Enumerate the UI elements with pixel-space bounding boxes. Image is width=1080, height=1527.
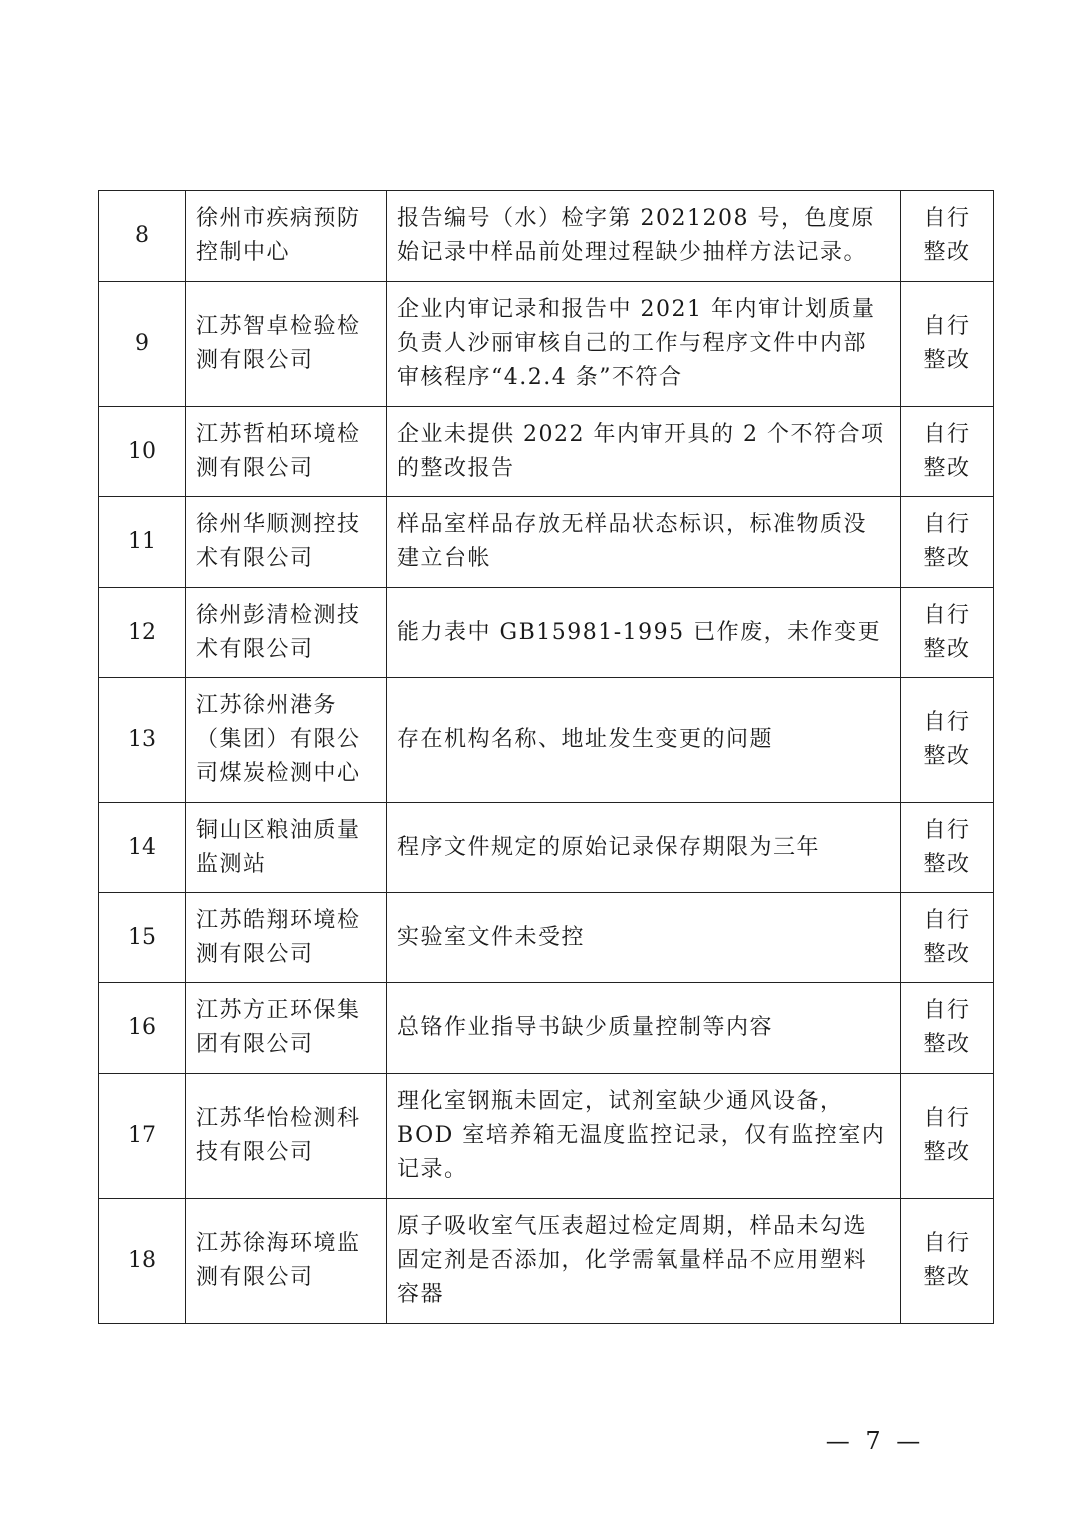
row-number: 15 xyxy=(99,893,186,983)
result-line-1: 自行 xyxy=(923,710,971,735)
handling-result xyxy=(901,678,994,803)
organization-name: 江苏徐州港务（集团）有限公司煤炭检测中心 xyxy=(186,678,387,803)
table-row xyxy=(99,407,994,497)
organization-name: 江苏哲柏环境检测有限公司 xyxy=(186,407,387,497)
row-number: 17 xyxy=(99,1074,186,1199)
handling-result xyxy=(901,497,994,588)
handling-result xyxy=(901,191,994,282)
result-line-1: 自行 xyxy=(923,602,971,628)
result-line-2: 整改 xyxy=(923,546,971,571)
result-line-1: 自行 xyxy=(923,1106,971,1131)
organization-name: 江苏智卓检验检测有限公司 xyxy=(186,282,387,407)
issue-description: 实验室文件未受控 xyxy=(387,893,901,983)
issue-description: 理化室钢瓶未固定，试剂室缺少通风设备，BOD 室培养箱无温度监控记录，仅有监控室内记录。 xyxy=(387,1074,901,1199)
result-line-2: 整改 xyxy=(923,744,971,769)
page-number: — 7 — xyxy=(825,1427,925,1455)
row-number: 9 xyxy=(99,282,186,407)
result-line-1: 自行 xyxy=(923,314,971,339)
result-line-2: 整改 xyxy=(923,636,971,662)
handling-result xyxy=(901,803,994,893)
row-number: 16 xyxy=(99,983,186,1074)
result-line-1: 自行 xyxy=(923,998,971,1023)
result-line-2: 整改 xyxy=(923,1265,971,1290)
handling-result xyxy=(901,282,994,407)
issue-description: 报告编号（水）检字第 2021208 号，色度原始记录中样品前处理过程缺少抽样方法记录。 xyxy=(387,191,901,282)
issue-description: 总铬作业指导书缺少质量控制等内容 xyxy=(387,983,901,1074)
table-row xyxy=(99,588,994,678)
result-line-2: 整改 xyxy=(923,455,971,481)
row-number: 10 xyxy=(99,407,186,497)
table-row xyxy=(99,893,994,983)
handling-result xyxy=(901,1074,994,1199)
handling-result xyxy=(901,588,994,678)
result-line-1: 自行 xyxy=(923,817,971,843)
issue-description: 原子吸收室气压表超过检定周期，样品未勾选固定剂是否添加，化学需氧量样品不应用塑料容器 xyxy=(387,1199,901,1324)
table-row xyxy=(99,282,994,407)
result-line-2: 整改 xyxy=(923,1032,971,1057)
result-line-1: 自行 xyxy=(923,1231,971,1256)
handling-result xyxy=(901,407,994,497)
issue-description: 程序文件规定的原始记录保存期限为三年 xyxy=(387,803,901,893)
table-row xyxy=(99,191,994,282)
result-line-2: 整改 xyxy=(923,851,971,877)
handling-result xyxy=(901,1199,994,1324)
issue-description: 能力表中 GB15981-1995 已作废，未作变更 xyxy=(387,588,901,678)
organization-name: 徐州彭清检测技术有限公司 xyxy=(186,588,387,678)
handling-result xyxy=(901,983,994,1074)
result-line-2: 整改 xyxy=(923,348,971,373)
result-line-1: 自行 xyxy=(923,206,971,231)
issue-description: 存在机构名称、地址发生变更的问题 xyxy=(387,678,901,803)
table-row xyxy=(99,803,994,893)
result-line-1: 自行 xyxy=(923,907,971,933)
result-line-1: 自行 xyxy=(923,421,971,447)
organization-name: 徐州市疾病预防控制中心 xyxy=(186,191,387,282)
organization-name: 铜山区粮油质量监测站 xyxy=(186,803,387,893)
result-line-2: 整改 xyxy=(923,941,971,967)
handling-result xyxy=(901,893,994,983)
row-number: 8 xyxy=(99,191,186,282)
result-line-1: 自行 xyxy=(923,512,971,537)
row-number: 14 xyxy=(99,803,186,893)
organization-name: 江苏方正环保集团有限公司 xyxy=(186,983,387,1074)
issue-description: 企业未提供 2022 年内审开具的 2 个不符合项的整改报告 xyxy=(387,407,901,497)
row-number: 12 xyxy=(99,588,186,678)
organization-name: 江苏华怡检测科技有限公司 xyxy=(186,1074,387,1199)
table-row xyxy=(99,983,994,1074)
result-line-2: 整改 xyxy=(923,1140,971,1165)
organization-name: 江苏徐海环境监测有限公司 xyxy=(186,1199,387,1324)
table-row xyxy=(99,497,994,588)
table-row xyxy=(99,1199,994,1324)
row-number: 13 xyxy=(99,678,186,803)
issue-description: 企业内审记录和报告中 2021 年内审计划质量负责人沙丽审核自己的工作与程序文件中内部审核程序“4.2.4 条”不符合 xyxy=(387,282,901,407)
result-line-2: 整改 xyxy=(923,240,971,265)
issue-description: 样品室样品存放无样品状态标识，标准物质没建立台帐 xyxy=(387,497,901,588)
inspection-table xyxy=(98,190,994,1324)
organization-name: 江苏皓翔环境检测有限公司 xyxy=(186,893,387,983)
table-row xyxy=(99,1074,994,1199)
table-row xyxy=(99,678,994,803)
row-number: 18 xyxy=(99,1199,186,1324)
organization-name: 徐州华顺测控技术有限公司 xyxy=(186,497,387,588)
row-number: 11 xyxy=(99,497,186,588)
